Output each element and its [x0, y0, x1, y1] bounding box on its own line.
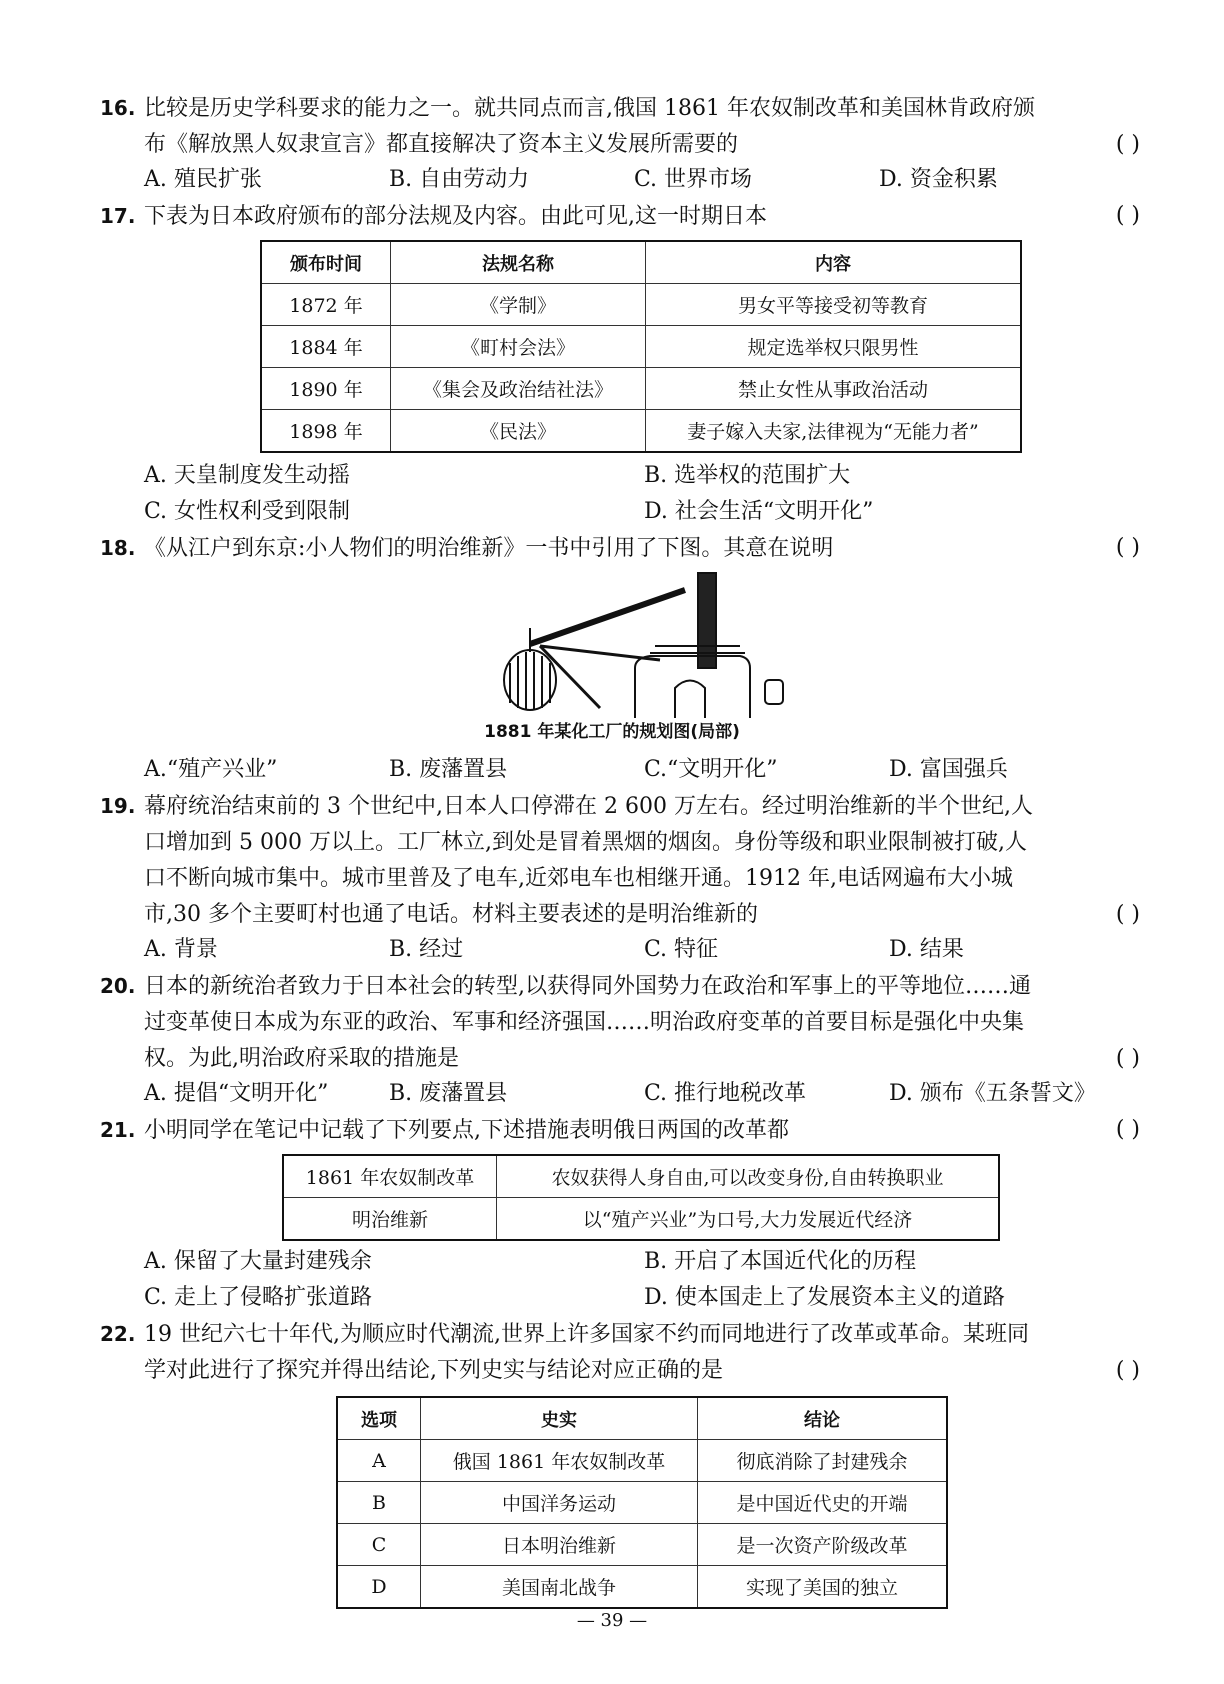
table-cell: 俄国 1861 年农奴制改革 — [421, 1440, 698, 1482]
answer-bracket: ( ) — [1115, 1358, 1140, 1383]
question-18 — [100, 530, 1140, 567]
question-number: 22. — [100, 1322, 136, 1346]
question-text: 幕府统治结束前的 3 个世纪中,日本人口停滞在 2 600 万左右。经过明治维新的半个世纪,人 — [144, 794, 1033, 819]
table-cell: 1872 年 — [261, 284, 391, 326]
option-a[interactable]: A.“殖产兴业” — [144, 757, 278, 782]
table-cell: D — [337, 1566, 421, 1609]
question-text: 口增加到 5 000 万以上。工厂林立,到处是冒着黑烟的烟囱。身份等级和职业限制被打破,人 — [144, 830, 1027, 855]
option-d[interactable]: D. 结果 — [889, 937, 964, 962]
answer-bracket: ( ) — [1115, 902, 1140, 927]
option-a[interactable]: A. 殖民扩张 — [144, 167, 262, 192]
answer-bracket: ( ) — [1115, 1046, 1140, 1071]
table-cell: B — [337, 1482, 421, 1524]
facts-table — [336, 1396, 948, 1609]
option-d[interactable]: D. 颁布《五条誓文》 — [889, 1081, 1096, 1106]
question-19 — [100, 788, 1140, 933]
question-20 — [100, 968, 1140, 1077]
option-c[interactable]: C. 推行地税改革 — [644, 1081, 807, 1106]
table-cell: 日本明治维新 — [421, 1524, 698, 1566]
option-a[interactable]: A. 背景 — [144, 937, 218, 962]
question-number: 18. — [100, 536, 136, 560]
options-20 — [144, 1076, 1144, 1112]
option-b[interactable]: B. 经过 — [389, 937, 464, 962]
option-d[interactable]: D. 富国强兵 — [889, 757, 1008, 782]
table-cell: 1890 年 — [261, 368, 391, 410]
option-b[interactable]: B. 自由劳动力 — [389, 167, 530, 192]
question-16 — [100, 90, 1140, 163]
option-c[interactable]: C. 女性权利受到限制 — [144, 499, 351, 524]
question-22 — [100, 1316, 1140, 1389]
reforms-table — [282, 1154, 1000, 1241]
question-text: 小明同学在笔记中记载了下列要点,下述措施表明俄日两国的改革都 — [144, 1118, 789, 1143]
option-c[interactable]: C. 世界市场 — [634, 167, 753, 192]
options-21 — [144, 1244, 1144, 1280]
option-b[interactable]: B. 废藩置县 — [389, 1081, 508, 1106]
table-cell: 《民法》 — [391, 410, 646, 453]
table-row — [261, 410, 1021, 453]
table-cell: 实现了美国的独立 — [698, 1566, 948, 1609]
question-number: 20. — [100, 974, 136, 998]
table-row — [337, 1440, 947, 1482]
question-number: 16. — [100, 96, 136, 120]
table-cell: 1898 年 — [261, 410, 391, 453]
option-a[interactable]: A. 保留了大量封建残余 — [144, 1249, 372, 1274]
option-a[interactable]: A. 天皇制度发生动摇 — [144, 463, 350, 488]
table-header: 法规名称 — [391, 241, 646, 284]
options-21b — [144, 1280, 1144, 1316]
option-a[interactable]: A. 提倡“文明开化” — [144, 1081, 329, 1106]
table-cell: C — [337, 1524, 421, 1566]
question-text: 权。为此,明治政府采取的措施是 — [144, 1046, 459, 1071]
table-cell: 彻底消除了封建残余 — [698, 1440, 948, 1482]
figure-caption: 1881 年某化工厂的规划图(局部) — [484, 722, 740, 742]
question-17 — [100, 198, 1140, 235]
table-cell: 美国南北战争 — [421, 1566, 698, 1609]
table-cell: 《学制》 — [391, 284, 646, 326]
table-cell: A — [337, 1440, 421, 1482]
options-18 — [144, 752, 1144, 788]
options-17b — [144, 494, 1144, 530]
options-16 — [144, 162, 1144, 198]
table-row — [261, 368, 1021, 410]
question-text: 比较是历史学科要求的能力之一。就共同点而言,俄国 1861 年农奴制改革和美国林肯政府颁 — [144, 96, 1035, 121]
table-cell: 是中国近代史的开端 — [698, 1482, 948, 1524]
question-text: 学对此进行了探究并得出结论,下列史实与结论对应正确的是 — [144, 1358, 723, 1383]
table-header: 颁布时间 — [261, 241, 391, 284]
option-b[interactable]: B. 选举权的范围扩大 — [644, 463, 851, 488]
question-text: 市,30 多个主要町村也通了电话。材料主要表述的是明治维新的 — [144, 902, 758, 927]
factory-plan-illustration — [500, 568, 790, 718]
table-cell: 《町村会法》 — [391, 326, 646, 368]
question-number: 19. — [100, 794, 136, 818]
table-row — [283, 1198, 999, 1241]
answer-bracket: ( ) — [1115, 535, 1140, 560]
table-header: 史实 — [421, 1397, 698, 1440]
question-text: 口不断向城市集中。城市里普及了电车,近郊电车也相继开通。1912 年,电话网遍布大小城 — [144, 866, 1013, 891]
table-cell: 男女平等接受初等教育 — [646, 284, 1022, 326]
table-row — [337, 1566, 947, 1609]
option-b[interactable]: B. 开启了本国近代化的历程 — [644, 1249, 917, 1274]
table-cell: 1861 年农奴制改革 — [283, 1155, 497, 1198]
option-c[interactable]: C. 特征 — [644, 937, 719, 962]
question-text: 日本的新统治者致力于日本社会的转型,以获得同外国势力在政治和军事上的平等地位……通 — [144, 974, 1031, 999]
question-text: 《从江户到东京:小人物们的明治维新》一书中引用了下图。其意在说明 — [144, 536, 834, 561]
table-row — [337, 1524, 947, 1566]
question-text: 19 世纪六七十年代,为顺应时代潮流,世界上许多国家不约而同地进行了改革或革命。某班同 — [144, 1322, 1029, 1347]
table-cell: 以“殖产兴业”为口号,大力发展近代经济 — [497, 1198, 1000, 1241]
table-cell: 是一次资产阶级改革 — [698, 1524, 948, 1566]
table-header: 选项 — [337, 1397, 421, 1440]
answer-bracket: ( ) — [1115, 132, 1140, 157]
question-text: 过变革使日本成为东亚的政治、军事和经济强国……明治政府变革的首要目标是强化中央集 — [144, 1010, 1025, 1035]
table-cell: 中国洋务运动 — [421, 1482, 698, 1524]
option-c[interactable]: C.“文明开化” — [644, 757, 778, 782]
table-row — [261, 326, 1021, 368]
options-17 — [144, 458, 1144, 494]
table-cell: 明治维新 — [283, 1198, 497, 1241]
page-number: — 39 — — [576, 1610, 648, 1631]
answer-bracket: ( ) — [1115, 1117, 1140, 1142]
option-d[interactable]: D. 社会生活“文明开化” — [644, 499, 874, 524]
table-cell: 规定选举权只限男性 — [646, 326, 1022, 368]
question-number: 17. — [100, 204, 136, 228]
table-header: 结论 — [698, 1397, 948, 1440]
table-cell: 1884 年 — [261, 326, 391, 368]
question-number: 21. — [100, 1118, 136, 1142]
table-row — [261, 284, 1021, 326]
table-header: 内容 — [646, 241, 1022, 284]
question-21 — [100, 1112, 1140, 1149]
table-cell: 农奴获得人身自由,可以改变身份,自由转换职业 — [497, 1155, 1000, 1198]
table-cell: 禁止女性从事政治活动 — [646, 368, 1022, 410]
option-c[interactable]: C. 走上了侵略扩张道路 — [144, 1285, 373, 1310]
question-text: 布《解放黑人奴隶宣言》都直接解决了资本主义发展所需要的 — [144, 132, 739, 157]
options-19 — [144, 932, 1144, 968]
option-d[interactable]: D. 资金积累 — [879, 167, 998, 192]
table-row — [337, 1482, 947, 1524]
answer-bracket: ( ) — [1115, 203, 1140, 228]
table-cell: 《集会及政治结社法》 — [391, 368, 646, 410]
laws-table — [260, 240, 1022, 453]
option-b[interactable]: B. 废藩置县 — [389, 757, 508, 782]
table-row — [283, 1155, 999, 1198]
table-cell: 妻子嫁入夫家,法律视为“无能力者” — [646, 410, 1022, 453]
option-d[interactable]: D. 使本国走上了发展资本主义的道路 — [644, 1285, 1005, 1310]
question-text: 下表为日本政府颁布的部分法规及内容。由此可见,这一时期日本 — [144, 204, 767, 229]
